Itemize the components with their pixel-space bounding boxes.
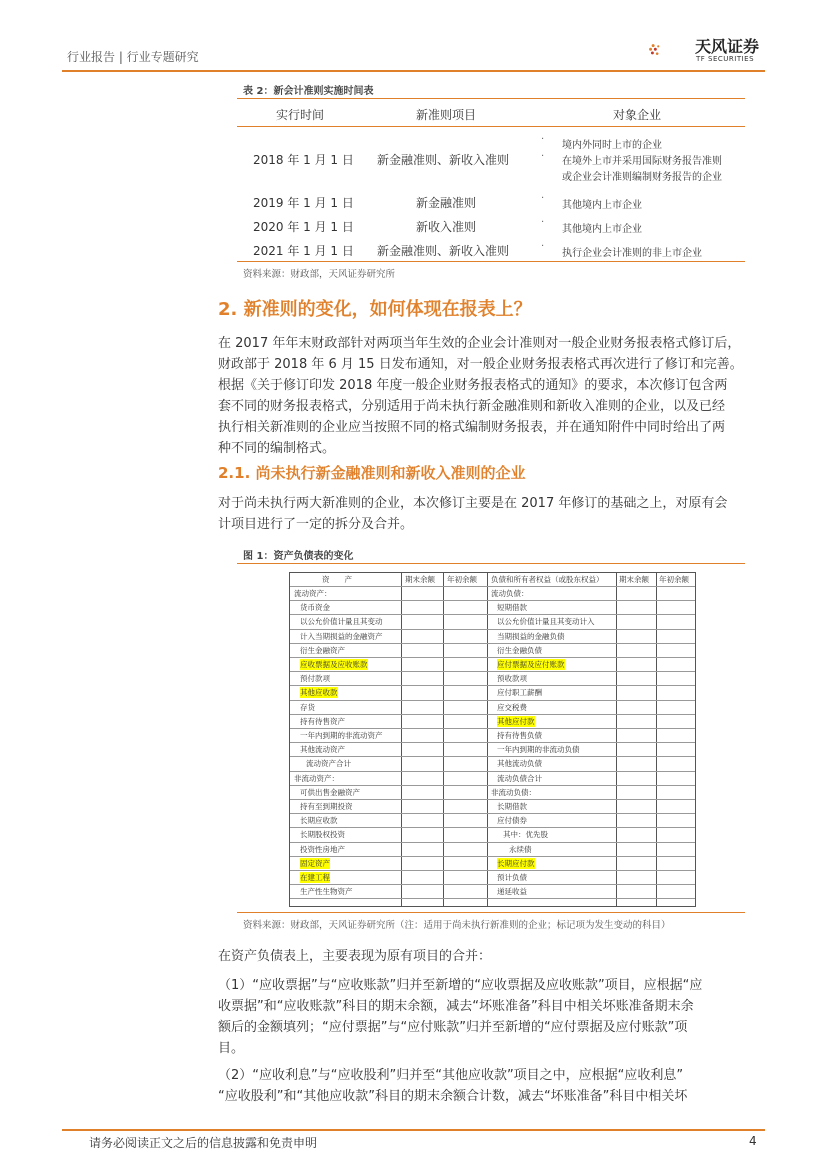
- table-cell-date: 2019 年 1 月 1 日: [253, 196, 354, 210]
- header-divider: [62, 70, 765, 72]
- bs-asset-item: 存货: [300, 702, 315, 712]
- bs-asset-item: 其他应收款: [300, 688, 338, 698]
- bullet-dot: ·: [541, 241, 545, 252]
- paragraph-line: “应收股利”和“其他应收款”科目的期末余额合计数，减去“坏账准备”科目中相关坏: [218, 1089, 688, 1104]
- table-cell-target: 或企业会计准则编制财务报告的企业: [562, 172, 722, 183]
- table-cell-item: 新金融准则、新收入准则: [377, 153, 510, 167]
- bs-liability-item: 长期应付款: [497, 858, 535, 868]
- section-paragraph: [218, 333, 763, 459]
- bs-row-line: [290, 898, 695, 899]
- bs-header: 资 产: [322, 575, 352, 584]
- bs-asset-item: 固定资产: [300, 858, 330, 868]
- bs-liability-item: 流动负债合计: [497, 773, 542, 783]
- bs-asset-item: 投资性房地产: [300, 844, 345, 854]
- bullet-dot: ·: [541, 217, 545, 228]
- table-cell-target: 在境外上市并采用国际财务报告准则: [562, 156, 722, 167]
- bs-liability-item: 衍生金融负债: [497, 645, 542, 655]
- table-header-item: 新准则项目: [416, 108, 477, 122]
- subsection-heading: 2.1. 尚未执行新金融准则和新收入准则的企业: [218, 464, 526, 482]
- bs-liability-item: 短期借款: [497, 603, 527, 613]
- bs-liability-item: 一年内到期的非流动负债: [497, 745, 580, 755]
- paragraph-line: 种不同的编制格式。: [218, 441, 336, 456]
- table-caption: 表 2：新会计准则实施时间表: [243, 86, 374, 97]
- paragraph-line: 计项目进行了一定的拆分及合并。: [218, 517, 414, 532]
- bs-asset-item: 一年内到期的非流动资产: [300, 731, 383, 740]
- table-cell-item: 新金融准则: [416, 196, 477, 210]
- bullet-dot: ·: [541, 151, 545, 162]
- bs-header: 负债和所有者权益（或股东权益）: [491, 575, 604, 584]
- bs-liability-item: 递延收益: [497, 887, 527, 897]
- table-cell-target: 执行企业会计准则的非上市企业: [562, 248, 702, 259]
- bs-liability-item: 其他应付款: [497, 716, 535, 726]
- bs-header: 期末余额: [619, 575, 649, 584]
- bs-asset-item: 其他流动资产: [300, 745, 345, 755]
- paragraph-line: 在 2017 年年末财政部针对两项当年生效的企业会计准则对一般企业财务报表格式修订后，: [218, 336, 741, 351]
- bs-row-line: [290, 799, 695, 800]
- bs-row-line: [290, 771, 695, 772]
- bs-asset-item: 长期股权投资: [300, 830, 345, 840]
- bs-row-line: [290, 785, 695, 786]
- bs-asset-item: 非流动资产：: [294, 773, 339, 783]
- bs-asset-item: 流动资产合计: [306, 759, 351, 769]
- bs-liability-item: 应付债券: [497, 816, 527, 826]
- paragraph-line: 目。: [218, 1041, 245, 1056]
- bs-liability-item: 以公允价值计量且其变动计入: [497, 617, 595, 627]
- bs-row-line: [290, 614, 695, 615]
- table-cell-item: 新收入准则: [416, 220, 477, 234]
- body-paragraph-1: [218, 975, 763, 1059]
- bs-asset-item: 持有待售资产: [300, 716, 345, 726]
- bs-row-line: [290, 813, 695, 814]
- bs-row-line: [290, 657, 695, 658]
- footer-disclaimer: 请务必阅读正文之后的信息披露和免责申明: [89, 1136, 318, 1150]
- bs-row-line: [290, 586, 695, 587]
- paragraph-line: 对于尚未执行两大新准则的企业，本次修订主要是在 2017 年修订的基础之上，对原有会: [218, 496, 728, 511]
- bs-row-line: [290, 827, 695, 828]
- bs-header: 期末余额: [405, 575, 435, 584]
- bs-row-line: [290, 856, 695, 857]
- bs-asset-item: 以公允价值计量且其变动: [300, 617, 383, 627]
- paragraph-line: （2）“应收利息”与“应收股利”归并至“其他应收款”项目之中，应根据“应收利息”: [218, 1068, 684, 1083]
- table-cell-target: 其他境内上市企业: [562, 200, 642, 211]
- bs-liability-item: 永续债: [509, 844, 532, 854]
- bs-asset-item: 可供出售金融资产: [300, 787, 360, 797]
- paragraph-line: 套不同的财务报表格式，分别适用于尚未执行新金融准则和新收入准则的企业，以及已经: [218, 399, 726, 414]
- bullet-dot: ·: [541, 134, 545, 145]
- table-header-rule: [237, 126, 745, 127]
- bs-liability-item: 其他流动负债: [497, 759, 542, 769]
- bs-row-line: [290, 884, 695, 885]
- figure-caption: 图 1：资产负债表的变化: [243, 551, 354, 562]
- bs-row-line: [290, 600, 695, 601]
- bs-header: 年初余额: [659, 575, 689, 584]
- bullet-dot: ·: [541, 193, 545, 204]
- bs-asset-item: 生产性生物资产: [300, 887, 353, 897]
- table-cell-target: 其他境内上市企业: [562, 224, 642, 235]
- page-number: 4: [749, 1134, 757, 1148]
- section-heading: 2. 新准则的变化，如何体现在报表上？: [218, 299, 532, 320]
- bs-row-line: [290, 714, 695, 715]
- bs-liability-item: 非流动负债：: [491, 787, 536, 797]
- paragraph-line: 财政部于 2018 年 6 月 15 日发布通知，对一般企业财务报表格式再次进行了修订和完善。: [218, 357, 743, 372]
- subsection-paragraph: [218, 493, 763, 535]
- logo-text-en: TF SECURITIES: [696, 55, 755, 63]
- bs-row-line: [290, 685, 695, 686]
- table-source: 资料来源：财政部，天风证券研究所: [243, 269, 396, 280]
- bs-asset-item: 在建工程: [300, 873, 330, 882]
- paragraph-line: 执行相关新准则的企业应当按照不同的格式编制财务报表，并在通知附件中同时给出了两: [218, 420, 726, 435]
- bs-asset-item: 流动资产：: [294, 589, 332, 598]
- bs-row-line: [290, 728, 695, 729]
- bs-row-line: [290, 742, 695, 743]
- bs-asset-item: 持有至到期投资: [300, 802, 353, 811]
- body-intro: 在资产负债表上，主要表现为原有项目的合并：: [218, 949, 492, 964]
- footer-divider: [62, 1129, 765, 1131]
- table-cell-item: 新金融准则、新收入准则: [377, 244, 510, 258]
- table-cell-date: 2018 年 1 月 1 日: [253, 153, 354, 167]
- bs-asset-item: 预付款项: [300, 674, 330, 684]
- bs-liability-item: 应付职工薪酬: [497, 688, 542, 698]
- bs-liability-item: 长期借款: [497, 802, 527, 811]
- table-header-target: 对象企业: [613, 108, 662, 122]
- bs-asset-item: 计入当期损益的金融资产: [300, 631, 383, 641]
- bs-row-line: [290, 643, 695, 644]
- table-top-rule: [237, 98, 745, 99]
- paragraph-line: 额后的金额填列；“应付票据”与“应付账款”归并至新增的“应付票据及应付账款”项: [218, 1020, 688, 1035]
- table-cell-date: 2020 年 1 月 1 日: [253, 220, 354, 234]
- paragraph-line: 根据《关于修订印发 2018 年度一般企业财务报表格式的通知》的要求，本次修订包含两: [218, 378, 728, 393]
- logo-text-cn: 天风证券: [695, 37, 760, 56]
- bs-liability-item: 流动负债：: [491, 589, 529, 598]
- bs-asset-item: 货币资金: [300, 603, 330, 613]
- figure-top-rule: [237, 563, 745, 564]
- figure-bottom-rule: [237, 912, 745, 913]
- bs-liability-item: 其中：优先股: [503, 830, 548, 840]
- bs-liability-item: 预收款项: [497, 674, 527, 684]
- table-cell-target: 境内外同时上市的企业: [562, 140, 662, 151]
- bs-liability-item: 当期损益的金融负债: [497, 631, 565, 641]
- table-cell-date: 2021 年 1 月 1 日: [253, 244, 354, 258]
- bs-row-line: [290, 700, 695, 701]
- bs-row-line: [290, 756, 695, 757]
- bs-row-line: [290, 671, 695, 672]
- bs-liability-item: 应交税费: [497, 702, 527, 712]
- balance-sheet-image: [289, 572, 696, 907]
- paragraph-line: （1）“应收票据”与“应收账款”归并至新增的“应收票据及应收账款”项目，应根据“应: [218, 978, 703, 993]
- table-bottom-rule: [237, 261, 745, 262]
- header-report-type: 行业报告 | 行业专题研究: [67, 50, 199, 64]
- bs-asset-item: 长期应收款: [300, 816, 338, 826]
- bs-liability-item: 持有待售负债: [497, 731, 542, 740]
- bs-row-line: [290, 629, 695, 630]
- bs-liability-item: 预计负债: [497, 873, 527, 882]
- table-header-date: 实行时间: [276, 108, 325, 122]
- company-logo: [648, 28, 692, 72]
- body-paragraph-2: [218, 1065, 763, 1107]
- figure-source: 资料来源：财政部，天风证券研究所（注：适用于尚未执行新准则的企业；标记项为发生变动的科目）: [243, 920, 671, 931]
- paragraph-line: 收票据”和“应收账款”科目的期末余额，减去“坏账准备”科目中相关坏账准备期末余: [218, 999, 694, 1014]
- bs-liability-item: 应付票据及应付账款: [497, 660, 565, 669]
- bs-row-line: [290, 870, 695, 871]
- bs-asset-item: 应收票据及应收账款: [300, 660, 368, 669]
- bs-header: 年初余额: [447, 575, 477, 584]
- bs-asset-item: 衍生金融资产: [300, 645, 345, 655]
- bs-row-line: [290, 842, 695, 843]
